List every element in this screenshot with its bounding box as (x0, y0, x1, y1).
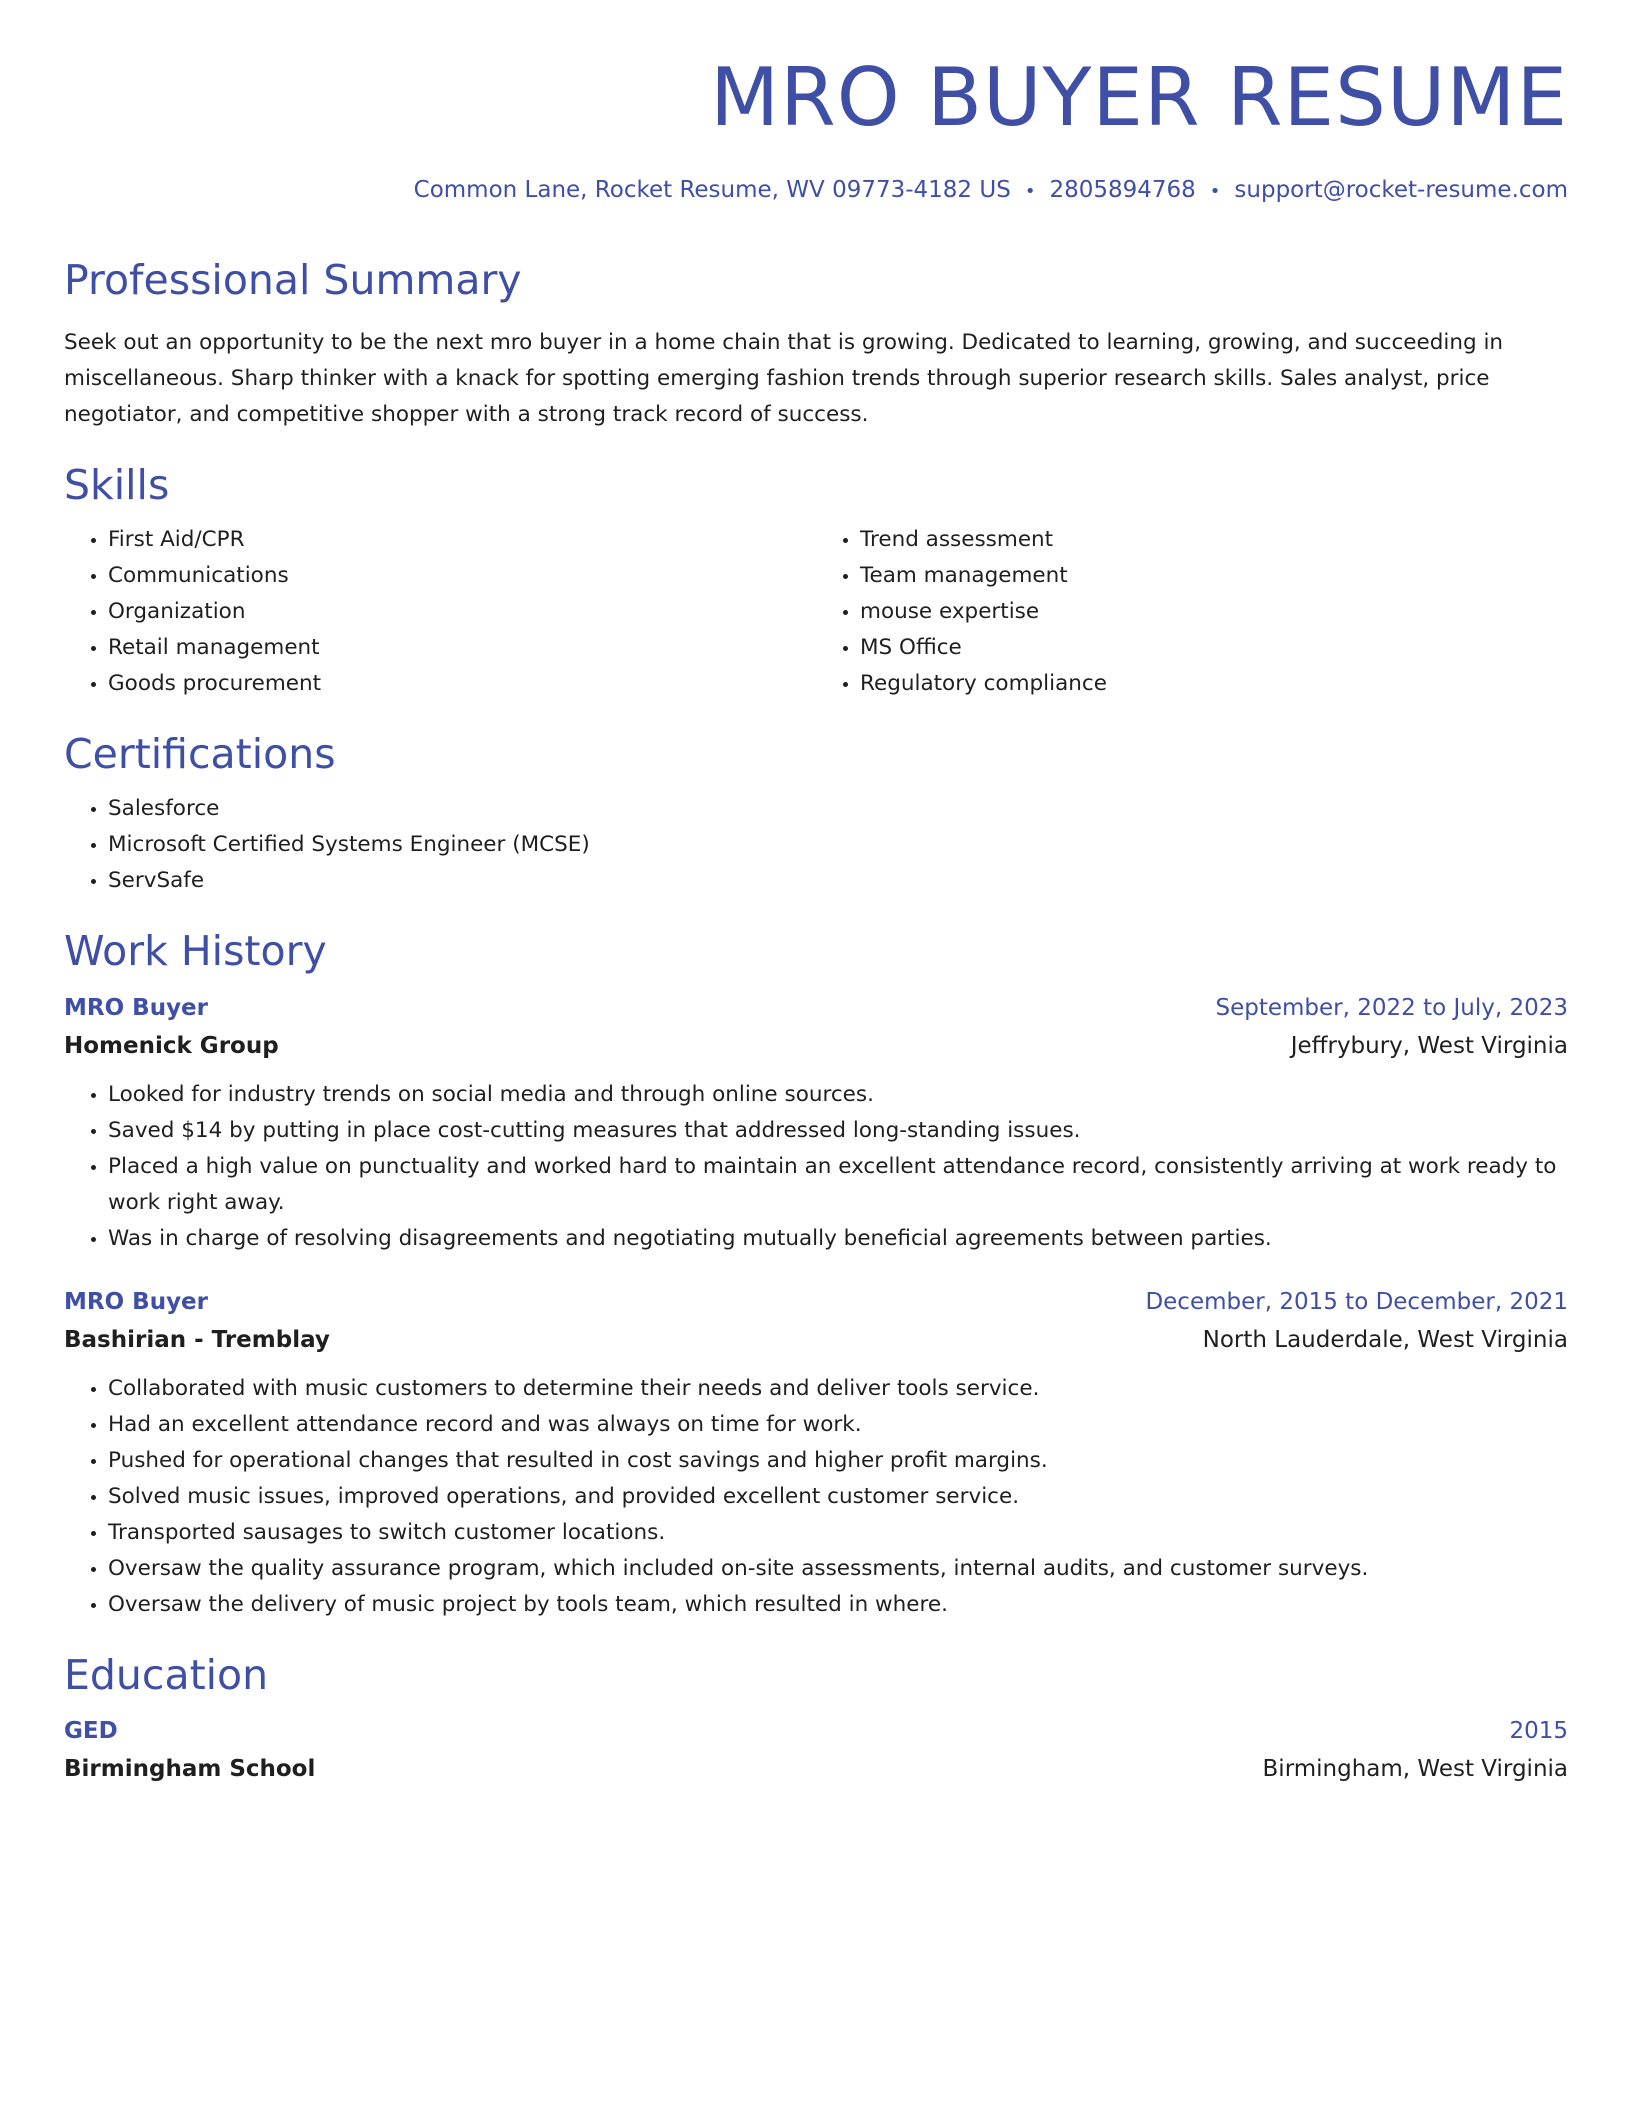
summary-heading: Professional Summary (64, 255, 522, 304)
job-dates: December, 2015 to December, 2021 (1145, 1288, 1568, 1315)
skill-item: • Goods procurement (108, 666, 816, 702)
contact-address: Common Lane, Rocket Resume, WV 09773-4182 US (413, 177, 1011, 203)
job-entry (64, 1283, 1568, 1623)
job-title: MRO Buyer (64, 1288, 208, 1315)
skill-item: • Organization (108, 594, 816, 630)
certifications-heading: Certifications (64, 730, 336, 779)
skills-list-left (64, 522, 816, 702)
job-company: Bashirian - Tremblay (64, 1326, 330, 1353)
education-location: Birmingham, West Virginia (1262, 1755, 1568, 1782)
job-company: Homenick Group (64, 1032, 279, 1059)
summary-text: Seek out an opportunity to be the next mro buyer in a home chain that is growing. Dedicated to learning, growing, and succeeding in miscellaneous. Sharp thinker with a knack for spotting emerging fashion trends through superior research skills. Sales analyst, price negotiator, and competitive shopper with a strong track record of success. (64, 330, 1504, 428)
education-entry (64, 1712, 1568, 1788)
job-subheader (64, 1027, 1568, 1065)
education-section (64, 1651, 1568, 1788)
certification-item: • Salesforce (108, 791, 1568, 827)
job-bullet: • Had an excellent attendance record and was always on time for work. (108, 1407, 1568, 1443)
skill-item: • Team management (860, 558, 1568, 594)
contact-email: support@rocket-resume.com (1234, 177, 1568, 203)
job-entry (64, 989, 1568, 1257)
skill-item: • Retail management (108, 630, 816, 666)
skills-heading: Skills (64, 461, 170, 510)
job-title: MRO Buyer (64, 994, 208, 1021)
education-subheader (64, 1750, 1568, 1788)
job-bullets (64, 1077, 1568, 1257)
job-dates: September, 2022 to July, 2023 (1215, 994, 1568, 1021)
education-school: Birmingham School (64, 1755, 316, 1782)
job-header (64, 989, 1568, 1027)
job-location: North Lauderdale, West Virginia (1202, 1326, 1568, 1353)
job-bullet: • Transported sausages to switch customer locations. (108, 1515, 1568, 1551)
job-bullet: • Placed a high value on punctuality and worked hard to maintain an excellent attendance record, consistently arriving at work ready to work right away. (108, 1149, 1568, 1221)
contact-line (64, 176, 1568, 206)
job-bullet: • Oversaw the quality assurance program, which included on-site assessments, internal audits, and customer surveys. (108, 1551, 1568, 1587)
job-header (64, 1283, 1568, 1321)
skill-item: • First Aid/CPR (108, 522, 816, 558)
education-header (64, 1712, 1568, 1750)
skill-item: • Trend assessment (860, 522, 1568, 558)
job-bullet: • Looked for industry trends on social media and through online sources. (108, 1077, 1568, 1113)
skill-item: • MS Office (860, 630, 1568, 666)
contact-separator: • (1209, 181, 1221, 202)
skills-section (64, 461, 1568, 702)
certification-item: • ServSafe (108, 863, 1568, 899)
summary-section (64, 256, 1568, 433)
job-bullet: • Collaborated with music customers to determine their needs and deliver tools service. (108, 1371, 1568, 1407)
work-history-heading: Work History (64, 927, 327, 976)
education-heading: Education (64, 1650, 269, 1699)
job-bullet: • Was in charge of resolving disagreements and negotiating mutually beneficial agreements between parties. (108, 1221, 1568, 1257)
work-history-section (64, 927, 1568, 1622)
education-year: 2015 (1509, 1717, 1568, 1744)
contact-separator: • (1024, 181, 1036, 202)
job-bullet: • Saved $14 by putting in place cost-cutting measures that addressed long-standing issues. (108, 1113, 1568, 1149)
skills-grid (64, 522, 1568, 702)
contact-phone: 2805894768 (1049, 177, 1196, 203)
skill-item: • Communications (108, 558, 816, 594)
skills-list-right (816, 522, 1568, 702)
job-location: Jeffrybury, West Virginia (1290, 1032, 1568, 1059)
job-bullet: • Oversaw the delivery of music project by tools team, which resulted in where. (108, 1587, 1568, 1623)
certification-item: • Microsoft Certified Systems Engineer (MCSE) (108, 827, 1568, 863)
job-bullet: • Solved music issues, improved operations, and provided excellent customer service. (108, 1479, 1568, 1515)
skill-item: • Regulatory compliance (860, 666, 1568, 702)
job-bullets (64, 1371, 1568, 1623)
education-degree: GED (64, 1717, 118, 1744)
job-bullet: • Pushed for operational changes that resulted in cost savings and higher profit margins. (108, 1443, 1568, 1479)
resume-title: MRO BUYER RESUME (710, 51, 1568, 144)
certifications-list (64, 791, 1568, 899)
certifications-section (64, 730, 1568, 899)
skill-item: • mouse expertise (860, 594, 1568, 630)
job-subheader (64, 1321, 1568, 1359)
